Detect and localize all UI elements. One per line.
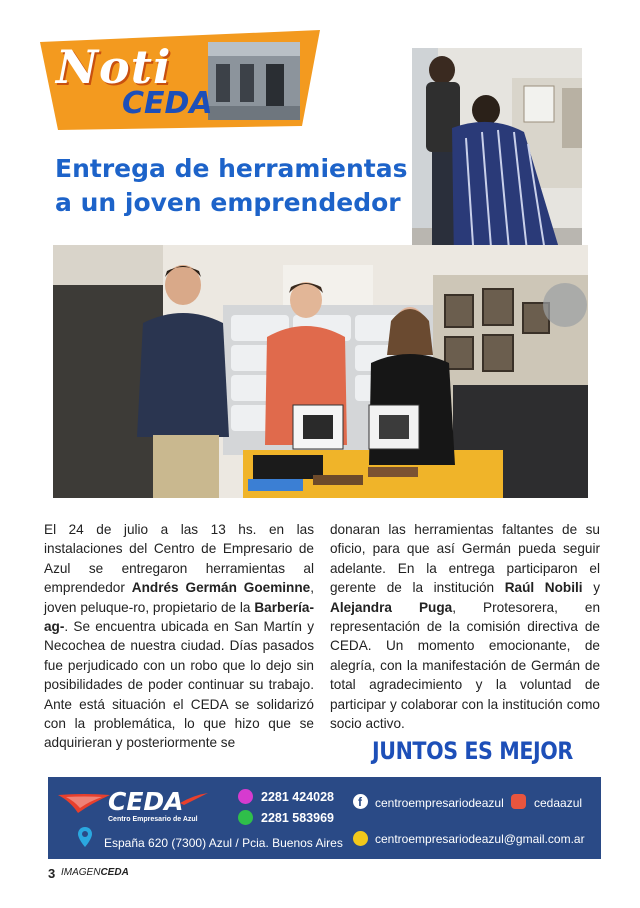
footer-brand-sub: Centro Empresario de Azul <box>108 816 198 823</box>
right-text-1: donaran las herramientas faltantes de su oficio, para que así Germán pueda seguir adelante. En la entrega participaron el gerente de la institución <box>330 522 600 596</box>
facebook-icon: f <box>353 794 368 809</box>
magazine-ceda: CEDA <box>100 867 129 878</box>
ceda-footer-banner <box>48 777 601 859</box>
headline-line-2: a un joven emprendedor <box>55 188 401 217</box>
barber-photo <box>412 48 582 274</box>
location-pin-icon <box>78 827 92 847</box>
footer-email[interactable]: centroempresariodeazul@gmail.com.ar <box>375 832 585 846</box>
logo-ceda-text: CEDA <box>122 86 213 121</box>
whatsapp-icon <box>238 810 253 825</box>
ceda-swoosh-icon <box>180 793 208 805</box>
slogan: JUNTOS ES MEJOR <box>372 737 573 765</box>
footer-instagram[interactable]: cedaazul <box>534 796 583 810</box>
phone-icon <box>238 789 253 804</box>
footer-phone-1: 2281 424028 <box>261 790 334 804</box>
article-column-right <box>330 520 600 733</box>
email-icon <box>353 831 368 846</box>
right-text-and: y <box>582 580 600 596</box>
group-photo <box>53 245 588 498</box>
manager-name: Raúl Nobili <box>504 580 583 596</box>
instagram-icon <box>511 794 526 809</box>
footer-address: España 620 (7300) Azul / Pcia. Buenos Aires <box>104 836 343 850</box>
treasurer-name: Alejandra Puga <box>330 599 453 615</box>
left-text-1: El 24 de julio a las 13 hs. en las instalaciones del Centro de Empresario de Azul se entregaron herramientas al emprendedor <box>44 522 314 596</box>
barbershop-name: Barbería-ag- <box>44 599 314 635</box>
page-number: 3 <box>48 866 56 881</box>
footer-phone-2: 2281 583969 <box>261 811 334 825</box>
headline-line-1: Entrega de herramientas <box>55 154 408 183</box>
ceda-brand-icon <box>58 791 110 813</box>
left-text-2: , joven peluque-ro, propietario de la <box>44 580 315 615</box>
magazine-name <box>61 867 129 878</box>
footer-brand: CEDA <box>108 787 184 816</box>
logo-noti-text: Noti <box>56 40 172 94</box>
article-column-left <box>44 520 314 753</box>
right-text-2: , Protesorera, en representación de la comisión directiva de CEDA. Un momento emocionante, de alegría, con la manifestación de Germán de total agradecimiento y la voluntad de participar y colaborar con la institución como socio activo. <box>330 599 601 732</box>
article-headline <box>55 152 415 220</box>
footer-facebook[interactable]: centroempresariodeazul <box>375 796 504 810</box>
entrepreneur-name: Andrés Germán Goeminne <box>131 580 311 596</box>
left-text-3: . Se encuentra ubicada en San Martín y Necochea de nuestra ciudad. Días pasados fue perjudicado con un robo que lo dejo sin posibilidades de poder continuar su trabajo. Ante está situación el CEDA se solidarizó con la problemática, lo que hizo que se adquirieran y posteriormente se <box>44 619 314 751</box>
magazine-imagen: IMAGEN <box>61 867 101 878</box>
